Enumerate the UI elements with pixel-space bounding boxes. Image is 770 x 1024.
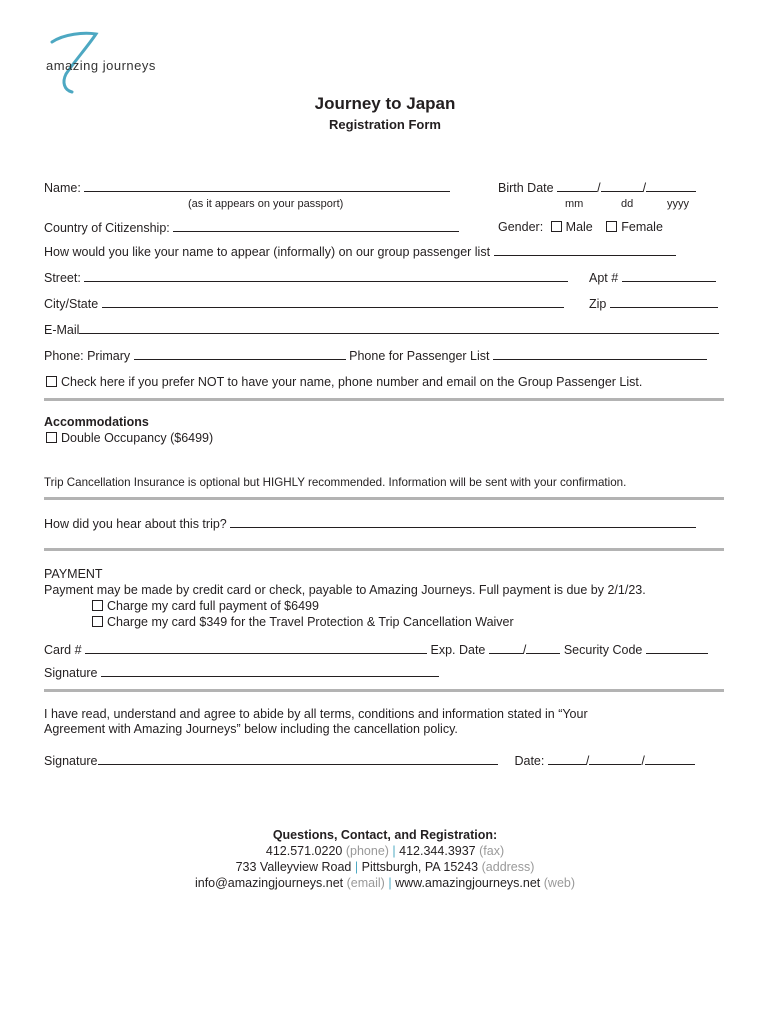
contact-email-tag: (email)	[346, 876, 385, 890]
zip-field[interactable]	[610, 297, 718, 308]
double-occupancy-row	[46, 431, 213, 445]
agreement-signature-row: Signature Date: / /	[44, 754, 695, 768]
gender-female-label: Female	[621, 220, 663, 234]
page-title: Journey to Japan	[314, 94, 456, 113]
gender-male-checkbox[interactable]	[551, 221, 562, 232]
separator: |	[354, 860, 359, 874]
contact-web-line	[0, 876, 770, 890]
contact-city: Pittsburgh, PA 15243	[361, 860, 479, 874]
birth-row: Birth Date / /	[498, 181, 696, 195]
contact-fax: 412.344.3937	[399, 844, 476, 858]
gender-label: Gender:	[498, 220, 544, 234]
birth-label: Birth Date	[498, 181, 554, 195]
accommodations-heading: Accommodations	[44, 415, 149, 429]
citizenship-label: Country of Citizenship:	[44, 221, 170, 235]
brand-logo	[44, 28, 154, 98]
apt-row	[589, 271, 716, 285]
separator: |	[388, 876, 392, 890]
security-code-label: Security Code	[563, 643, 643, 657]
referral-field[interactable]	[230, 517, 696, 528]
phone-primary-label: Phone: Primary	[44, 349, 131, 363]
payment-signature-field[interactable]	[101, 666, 439, 677]
payment-signature-label: Signature	[44, 666, 98, 680]
name-label: Name:	[44, 181, 81, 195]
street-field[interactable]	[84, 271, 568, 282]
agreement-signature-label: Signature	[44, 754, 98, 768]
contact-address-line	[0, 860, 770, 874]
contact-phone: 412.571.0220	[265, 844, 343, 858]
email-row	[44, 323, 719, 337]
contact-phone-tag: (phone)	[345, 844, 389, 858]
contact-web-tag: (web)	[543, 876, 576, 890]
page-subtitle: Registration Form	[329, 117, 441, 132]
referral-row	[44, 517, 696, 531]
gender-male-label: Male	[565, 220, 593, 234]
exp-label: Exp. Date	[430, 643, 486, 657]
contact-email[interactable]: info@amazingjourneys.net	[194, 876, 344, 890]
name-hint: (as it appears on your passport)	[188, 198, 344, 210]
apt-field[interactable]	[622, 271, 716, 282]
optout-checkbox[interactable]	[46, 376, 57, 387]
city-field[interactable]	[102, 297, 564, 308]
birth-dd-field[interactable]	[601, 181, 643, 192]
referral-label: How did you hear about this trip?	[44, 517, 227, 531]
street-row	[44, 271, 568, 285]
email-field[interactable]	[79, 323, 719, 334]
phone-primary-field[interactable]	[134, 349, 346, 360]
informal-name-label: How would you like your name to appear (informally) on our group passenger list	[44, 245, 491, 259]
contact-fax-tag: (fax)	[479, 844, 505, 858]
double-occupancy-label: Double Occupancy ($6499)	[61, 431, 214, 445]
divider	[44, 398, 724, 401]
apt-label: Apt #	[589, 271, 619, 285]
birth-mm-hint: mm	[565, 198, 584, 210]
agreement-date-day-field[interactable]	[589, 754, 641, 765]
contact-address: 733 Valleyview Road	[235, 860, 352, 874]
agreement-line-2: Agreement with Amazing Journeys” below including the cancellation policy.	[44, 722, 458, 736]
payment-full-label: Charge my card full payment of $6499	[107, 599, 319, 613]
birth-dd-hint: dd	[621, 198, 634, 210]
agreement-date-year-field[interactable]	[645, 754, 695, 765]
contact-web[interactable]: www.amazingjourneys.net	[395, 876, 541, 890]
agreement-date-label: Date:	[514, 754, 545, 768]
payment-full-checkbox[interactable]	[92, 600, 103, 611]
divider	[44, 497, 724, 500]
separator: |	[392, 844, 396, 858]
exp-year-field[interactable]	[526, 643, 560, 654]
name-field[interactable]	[84, 181, 450, 192]
phone-row	[44, 349, 707, 363]
divider	[44, 548, 724, 551]
phone-list-label: Phone for Passenger List	[349, 349, 490, 363]
card-row: Card # Exp. Date / Security Code	[44, 643, 708, 657]
agreement-signature-field[interactable]	[98, 754, 498, 765]
contact-address-tag: (address)	[481, 860, 535, 874]
payment-full-row	[92, 599, 319, 613]
agreement-date-month-field[interactable]	[548, 754, 586, 765]
logo-text: amazing journeys	[46, 58, 156, 73]
payment-note: Payment may be made by credit card or check, payable to Amazing Journeys. Full payment is due by 2/1/23.	[44, 583, 646, 597]
street-label: Street:	[44, 271, 81, 285]
name-row	[44, 181, 450, 195]
double-occupancy-checkbox[interactable]	[46, 432, 57, 443]
insurance-note: Trip Cancellation Insurance is optional but HIGHLY recommended. Information will be sent with your confirmation.	[44, 476, 627, 489]
optout-row	[46, 375, 642, 389]
security-code-field[interactable]	[646, 643, 708, 654]
birth-mm-field[interactable]	[557, 181, 597, 192]
birth-yyyy-field[interactable]	[646, 181, 696, 192]
optout-label: Check here if you prefer NOT to have your name, phone number and email on the Group Passenger List.	[61, 375, 643, 389]
phone-list-field[interactable]	[493, 349, 707, 360]
card-label: Card #	[44, 643, 82, 657]
contact-heading: Questions, Contact, and Registration:	[272, 828, 498, 842]
city-row	[44, 297, 564, 311]
gender-female-checkbox[interactable]	[606, 221, 617, 232]
citizenship-row	[44, 221, 459, 235]
citizenship-field[interactable]	[173, 221, 459, 232]
gender-row	[498, 220, 663, 234]
exp-month-field[interactable]	[489, 643, 523, 654]
city-label: City/State	[44, 297, 99, 311]
informal-name-row	[44, 245, 676, 259]
email-label: E-Mail	[44, 323, 80, 337]
card-number-field[interactable]	[85, 643, 427, 654]
birth-yyyy-hint: yyyy	[667, 198, 689, 210]
payment-signature-row	[44, 666, 439, 680]
payment-heading: PAYMENT	[44, 567, 103, 581]
payment-partial-label: Charge my card $349 for the Travel Protection & Trip Cancellation Waiver	[107, 615, 514, 629]
divider	[44, 689, 724, 692]
payment-partial-row	[92, 615, 514, 629]
payment-partial-checkbox[interactable]	[92, 616, 103, 627]
zip-row	[589, 297, 718, 311]
zip-label: Zip	[589, 297, 607, 311]
contact-phone-line	[0, 844, 770, 858]
agreement-line-1: I have read, understand and agree to abide by all terms, conditions and information stated in “Your	[44, 707, 588, 721]
informal-name-field[interactable]	[494, 245, 676, 256]
